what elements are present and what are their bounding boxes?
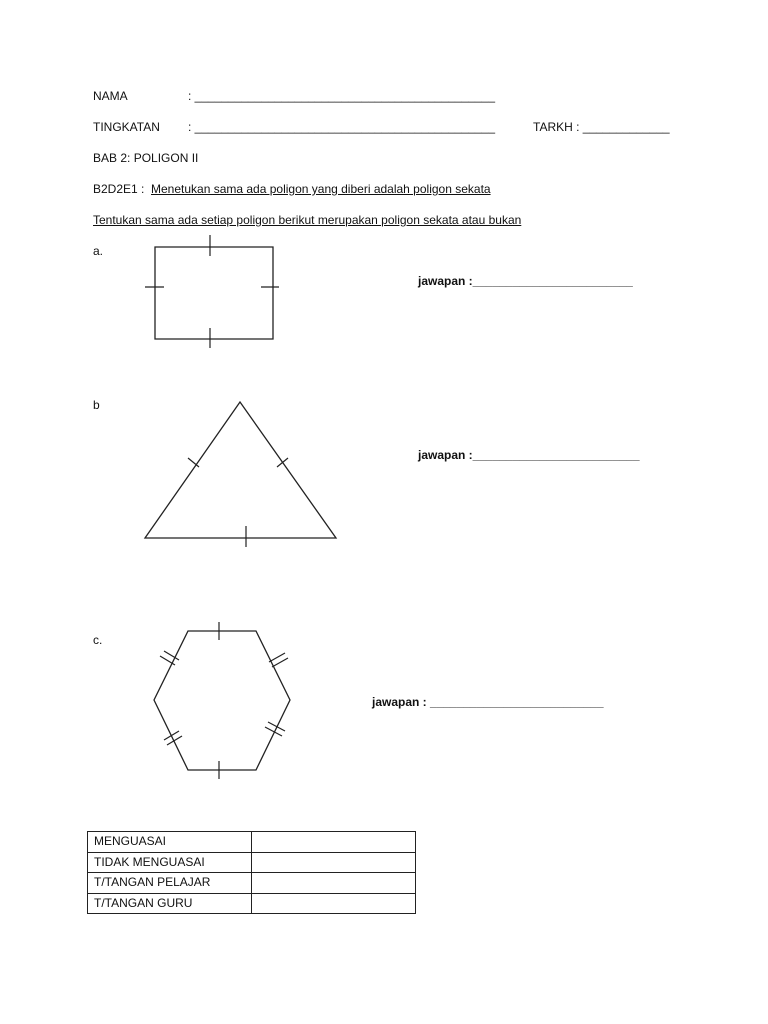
table-row xyxy=(88,873,416,894)
rubric-label: T/TANGAN GURU xyxy=(88,893,252,914)
rubric-check-cell[interactable] xyxy=(252,832,416,853)
table-row xyxy=(88,893,416,914)
question-b-label: b xyxy=(93,398,100,412)
objective-code: B2D2E1 : xyxy=(93,182,145,196)
tingkatan-label: TINGKATAN xyxy=(93,120,160,134)
rubric-label: TIDAK MENGUASAI xyxy=(88,852,252,873)
rubric-check-cell[interactable] xyxy=(252,852,416,873)
answer-field-c[interactable]: jawapan : __________________________ xyxy=(372,695,604,709)
chapter-title: BAB 2: POLIGON II xyxy=(93,151,199,165)
rubric-table xyxy=(87,831,416,914)
answer-field-b[interactable]: jawapan :_________________________ xyxy=(418,448,640,462)
instruction-text: Tentukan sama ada setiap poligon berikut merupakan poligon sekata atau bukan xyxy=(93,213,522,227)
rubric-signature-cell[interactable] xyxy=(252,893,416,914)
nama-label: NAMA xyxy=(93,89,128,103)
objective-text: Menetukan sama ada poligon yang diberi adalah poligon sekata xyxy=(151,182,491,196)
rubric-signature-cell[interactable] xyxy=(252,873,416,894)
table-row xyxy=(88,852,416,873)
tarikh-field[interactable]: TARKH : _____________ xyxy=(533,120,670,134)
rubric-label: MENGUASAI xyxy=(88,832,252,853)
answer-field-a[interactable]: jawapan :________________________ xyxy=(418,274,633,288)
nama-field[interactable]: : _____________________________________________ xyxy=(188,89,495,103)
question-c-label: c. xyxy=(93,633,103,647)
tingkatan-field[interactable]: : _____________________________________________ xyxy=(188,120,495,134)
table-row xyxy=(88,832,416,853)
rubric-label: T/TANGAN PELAJAR xyxy=(88,873,252,894)
question-a-label: a. xyxy=(93,244,104,258)
